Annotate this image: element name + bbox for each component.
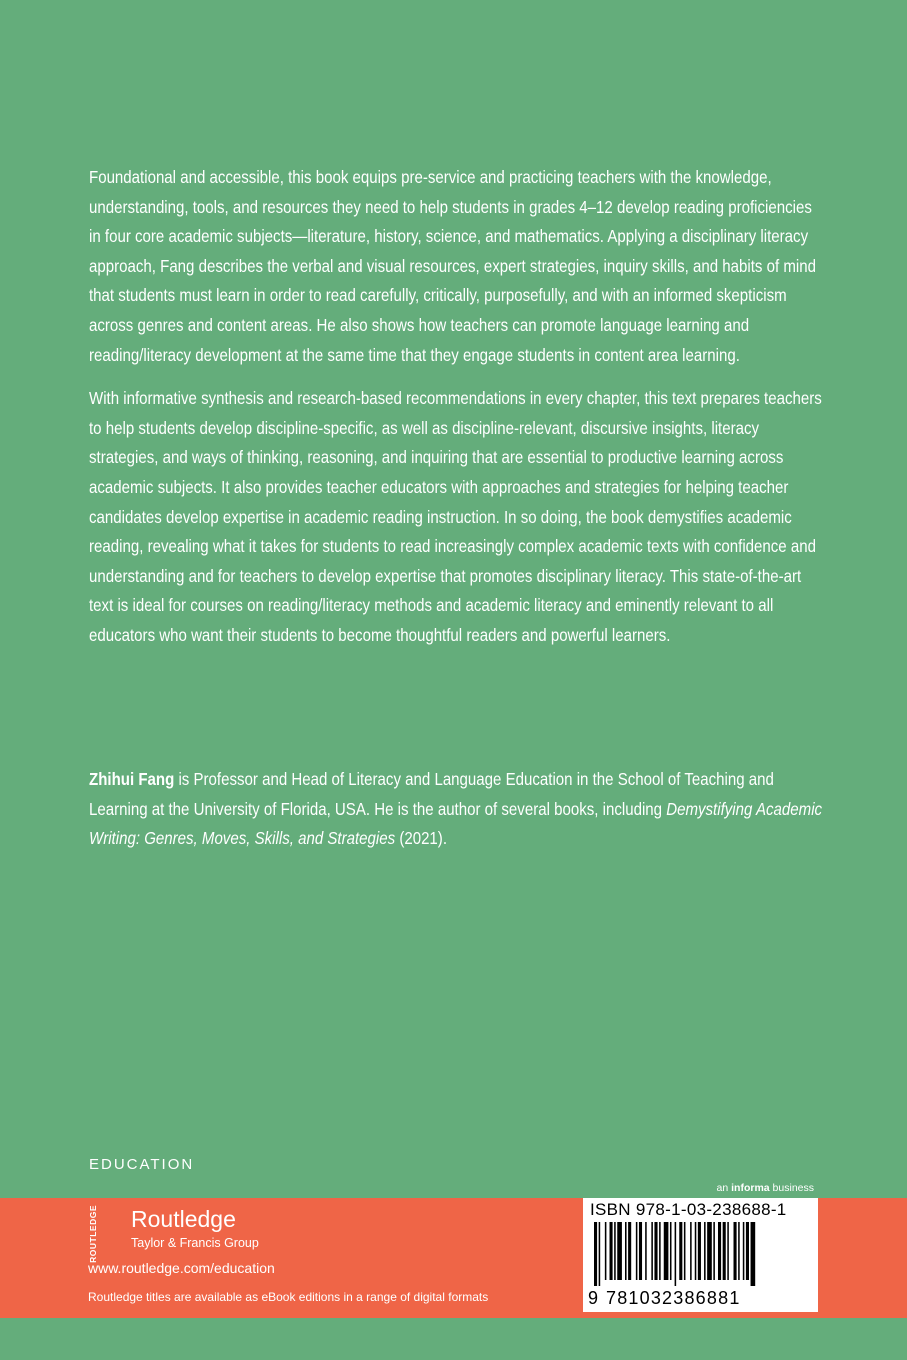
barcode-digits: 781032386881 [606, 1288, 741, 1308]
barcode-bar [628, 1222, 631, 1280]
barcode-first-digit: 9 [588, 1288, 599, 1308]
barcode-bar [698, 1222, 701, 1280]
blurb-paragraph-1: Foundational and accessible, this book equips pre-service and practicing teachers with the knowledge, understanding, tools, and resources they need to help students in grades 4–12 develop reading proficiencies in four core academic subjects—literature, history, science, and mathematics. Applying a disciplinary literacy approach, Fang describes the verbal and visual resources, expert strategies, inquiry skills, and habits of mind that students must learn in order to read carefully, critically, purposefully, and with an informed skepticism across genres and content areas. He also shows how teachers can promote language learning and reading/literacy development at the same time that they engage students in content area learning. [89, 167, 816, 365]
author-name: Zhihui Fang [89, 769, 175, 789]
barcode-bar [645, 1222, 647, 1280]
informa-prefix: an [716, 1182, 732, 1194]
barcode-bar [738, 1222, 740, 1280]
barcode-bar [599, 1222, 601, 1286]
author-book-year: (2021). [395, 828, 448, 849]
barcode-bar [639, 1222, 642, 1280]
barcode-bar [659, 1222, 661, 1280]
publisher-name: Routledge [131, 1206, 236, 1232]
barcode-bar [636, 1222, 638, 1280]
barcode-bar [684, 1222, 686, 1280]
author-bio-text: is Professor and Head of Literacy and Language Education in the School of Teaching and Learning at the University of Florida, USA. He is the author of several books, including [89, 769, 774, 819]
barcode-bar [704, 1222, 706, 1280]
barcode-bar [695, 1222, 697, 1280]
barcode-bar [610, 1222, 613, 1280]
barcode-bar [746, 1222, 749, 1280]
ebook-note: Routledge titles are available as eBook editions in a range of digital formats [88, 1290, 489, 1304]
publisher-group: Taylor & Francis Group [131, 1236, 259, 1250]
barcode-bar [727, 1222, 729, 1280]
barcode-bar [654, 1222, 657, 1280]
routledge-logo-text: ROUTLEDGE [88, 1205, 98, 1263]
barcode-bar [751, 1222, 756, 1286]
barcode-bar [605, 1222, 607, 1280]
blurb-paragraph-2: With informative synthesis and research-based recommendations in every chapter, this text prepares teachers to help students develop discipline-specific, as well as discipline-relevant, discursive insights, literacy strategies, and ways of thinking, reasoning, and inquiring that are essential to productive learning across academic subjects. It also provides teacher educators with approaches and strategies for helping teacher candidates develop expertise in academic reading instruction. In so doing, the book demystifies academic reading, revealing what it takes for students to read increasingly complex academic texts with confidence and understanding and for teachers to develop expertise that promotes disciplinary literacy. This state-of-the-art text is ideal for courses on reading/literacy methods and academic literacy and eminently relevant to all educators who want their students to become thoughtful readers and powerful learners. [89, 388, 822, 645]
barcode-bar [670, 1222, 672, 1280]
barcode-bar [614, 1222, 616, 1280]
informa-tagline [717, 1182, 814, 1194]
barcode-bar [734, 1222, 737, 1280]
barcode-bar [707, 1222, 712, 1280]
barcode-bar [594, 1222, 597, 1286]
barcode-bar [743, 1222, 745, 1280]
barcode-bar [679, 1222, 682, 1280]
author-bio [89, 765, 824, 854]
barcode-bar [651, 1222, 653, 1280]
book-blurb [89, 163, 824, 665]
barcode-bar [723, 1222, 726, 1280]
barcode-bar [625, 1222, 627, 1280]
barcode-icon [590, 1222, 812, 1286]
publisher-url: www.routledge.com/education [88, 1260, 275, 1276]
informa-brand: informa [731, 1182, 770, 1194]
barcode-bar [713, 1222, 715, 1280]
barcode-bar [690, 1222, 692, 1280]
author-book-title: Demystifying Academic Writing: Genres, Moves, Skills, and Strategies [89, 798, 823, 849]
barcode-bar [664, 1222, 669, 1280]
subject-category: EDUCATION [89, 1156, 195, 1173]
routledge-logo-mark [88, 1205, 102, 1263]
isbn-label: ISBN 978-1-03-238688-1 [590, 1200, 787, 1219]
barcode-bar [718, 1222, 721, 1280]
barcode-bar [617, 1222, 622, 1280]
barcode-bar [675, 1222, 677, 1286]
informa-suffix: business [769, 1182, 814, 1194]
